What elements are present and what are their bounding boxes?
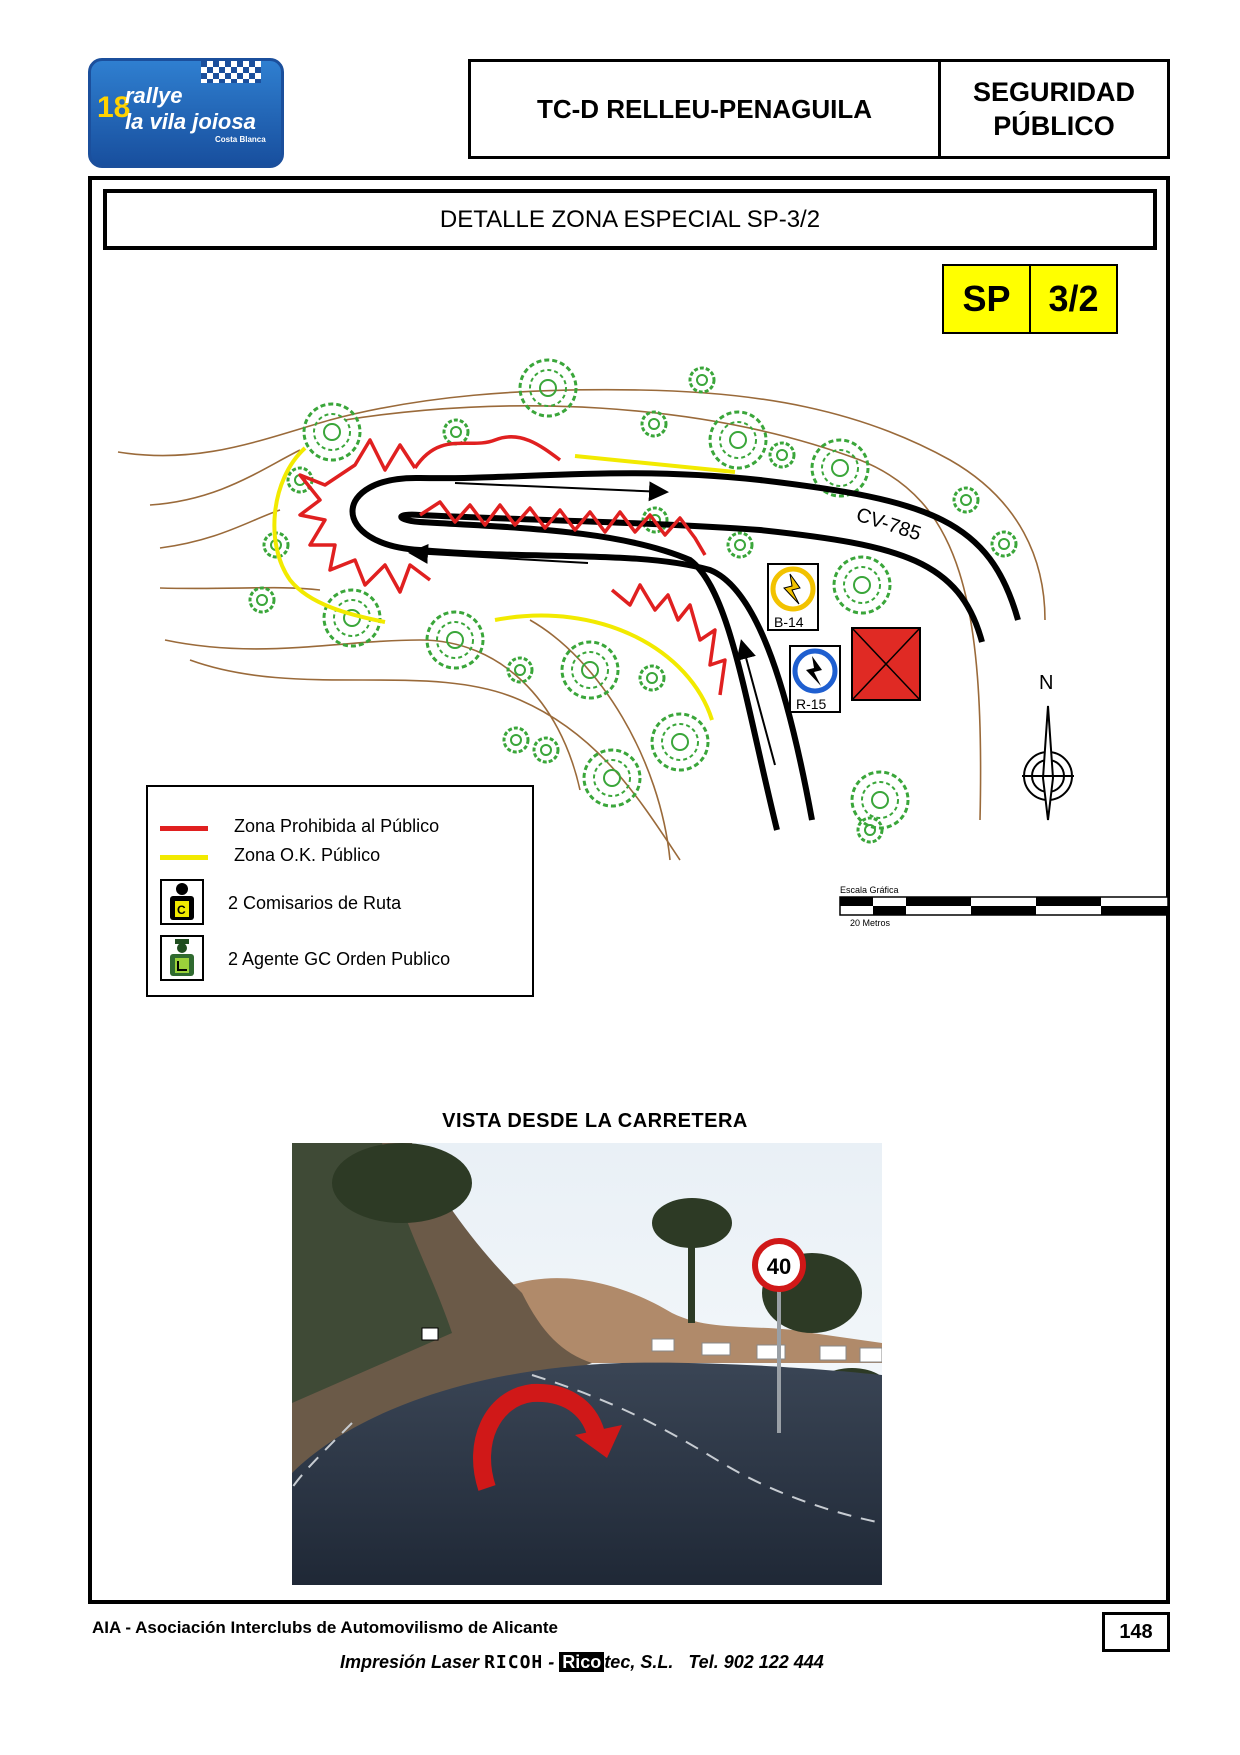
red-box-marker [852, 628, 920, 700]
subheader: DETALLE ZONA ESPECIAL SP-3/2 [103, 189, 1157, 250]
legend-ok: Zona O.K. Público [234, 845, 381, 865]
sign-r15 [790, 646, 840, 712]
police-icon [160, 935, 204, 981]
scale-title: Escala Gráfica [840, 885, 899, 895]
sign-b14 [768, 564, 818, 630]
footer-organization: AIA - Asociación Interclubs de Automovilismo de Alicante [92, 1618, 559, 1637]
photo-title: VISTA DESDE LA CARRETERA [442, 1110, 748, 1132]
rico-logo: Rico [559, 1652, 604, 1672]
logo-line2: la vila joiosa [125, 109, 256, 134]
legend-prohibited: Zona Prohibida al Público [234, 816, 440, 836]
logo-line1: rallye [125, 83, 183, 108]
logo-subtitle: Costa Blanca [215, 135, 266, 144]
road-photo [292, 1143, 882, 1585]
scale-bar [840, 885, 1168, 928]
ricoh-logo: RICOH [484, 1652, 544, 1673]
sign-b14-label: B-14 [774, 614, 804, 630]
footer-printer [340, 1652, 824, 1673]
sp-label: SP [962, 278, 1011, 319]
speed-limit: 40 [766, 1254, 792, 1279]
stage-title: TC-D RELLEU-PENAGUILA [536, 93, 873, 124]
logo-number: 18 [97, 91, 131, 124]
scale-length: 20 Metros [850, 918, 891, 928]
print-prefix: Impresión Laser [340, 1652, 480, 1672]
north-arrow-icon [1022, 706, 1074, 820]
map-legend [146, 785, 534, 997]
svg-text:C: C [177, 903, 186, 917]
marshal-icon [160, 879, 204, 925]
print-dash: - [548, 1652, 555, 1672]
legend-marshals: 2 Comisarios de Ruta [228, 893, 402, 913]
sign-r15-label: R-15 [796, 696, 827, 712]
legend-red-line [160, 826, 208, 831]
north-label: N [1039, 672, 1054, 694]
legend-yellow-line [160, 855, 208, 860]
page-number: 148 [1102, 1612, 1170, 1652]
section-line1: SEGURIDAD [972, 77, 1135, 107]
print-tec: tec, S.L. [604, 1652, 674, 1672]
print-tel: Tel. 902 122 444 [688, 1652, 824, 1672]
legend-police: 2 Agente GC Orden Publico [228, 949, 451, 969]
section-line2: PÚBLICO [993, 111, 1115, 141]
road-label: CV-785 [853, 503, 924, 546]
sp-value: 3/2 [1029, 266, 1116, 332]
